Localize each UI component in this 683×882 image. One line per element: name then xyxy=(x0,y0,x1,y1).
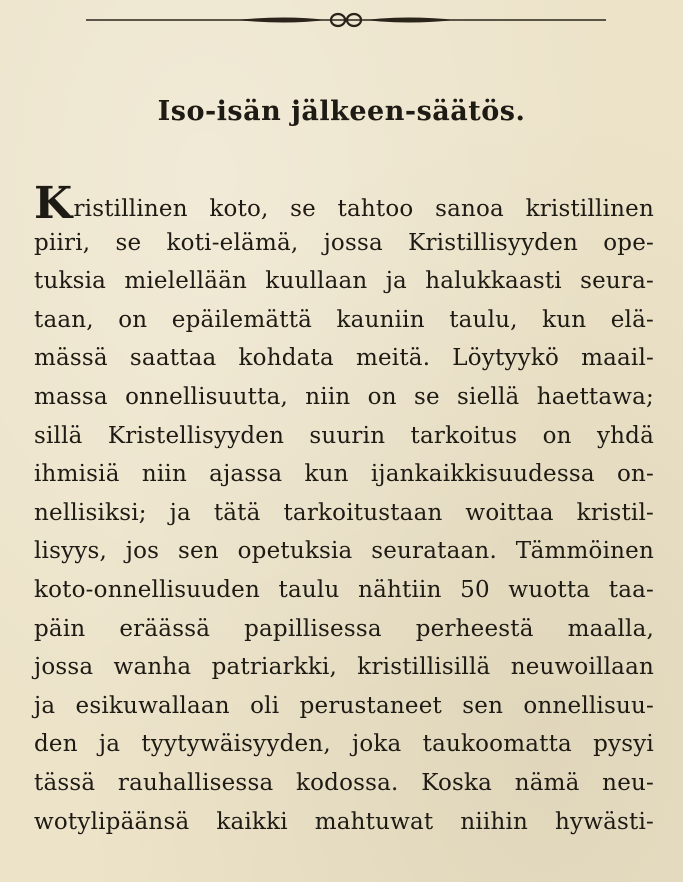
text-line: ja esikuwallaan oli perustaneet sen onnellisuu- xyxy=(34,692,654,719)
text-line: jossa wanha patriarkki, kristillisillä neuwoillaan xyxy=(34,654,654,681)
text-line: wotylipäänsä kaikki mahtuwat niihin hywästi- xyxy=(34,808,654,835)
first-line-text: ristillinen koto, se tahtoo sanoa kristillinen xyxy=(73,196,654,222)
text-line: ihmisiä niin ajassa kun ijankaikkisuudessa on- xyxy=(34,461,654,488)
text-line: massa onnellisuutta, niin on se siellä haettawa; xyxy=(34,383,654,410)
text-line: päin eräässä papillisessa perheestä maalla, xyxy=(34,615,654,642)
text-line: lisyys, jos sen opetuksia seurataan. Tämmöinen xyxy=(34,538,654,565)
drop-cap: K xyxy=(34,178,73,229)
ornament-divider xyxy=(86,10,606,30)
text-line: taan, on epäilemättä kauniin taulu, kun elä- xyxy=(34,306,654,333)
text-line: koto-onnellisuuden taulu nähtiin 50 wuotta taa- xyxy=(34,576,654,603)
text-line: mässä saattaa kohdata meitä. Löytyykö maail- xyxy=(34,345,654,372)
page-heading: Iso-isän jälkeen-säätös. xyxy=(157,96,526,127)
body-paragraph xyxy=(34,178,654,841)
text-line: sillä Kristellisyyden suurin tarkoitus on yhdä xyxy=(34,422,654,449)
text-line: nellisiksi; ja tätä tarkoitustaan woittaa kristil- xyxy=(34,499,654,526)
text-line: tässä rauhallisessa kodossa. Koska nämä neu- xyxy=(34,769,654,796)
text-line: piiri, se koti-elämä, jossa Kristillisyyden ope- xyxy=(34,229,654,256)
text-line: den ja tyytywäisyyden, joka taukoomatta pysyi xyxy=(34,731,654,758)
text-line: tuksia mielellään kuullaan ja halukkaasti seura- xyxy=(34,268,654,295)
text-line-first xyxy=(34,178,654,229)
